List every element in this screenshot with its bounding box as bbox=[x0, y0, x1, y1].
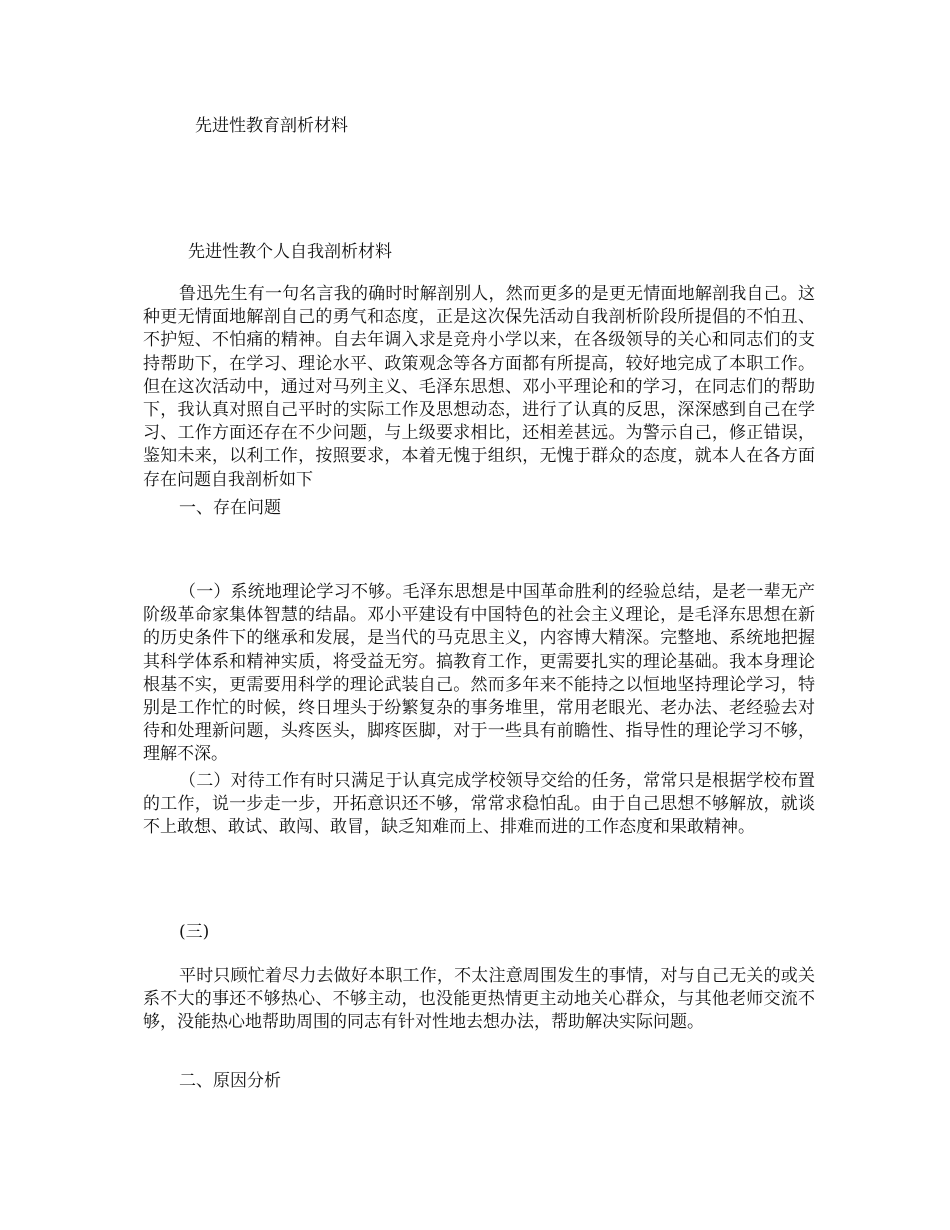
document-subtitle: 先进性教个人自我剖析材料 bbox=[188, 242, 392, 262]
problem-item-1: （一）系统地理论学习不够。毛泽东思想是中国革命胜利的经验总结，是老一辈无产阶级革命家集体智慧的结晶。邓小平建设有中国特色的社会主义理论，是毛泽东思想在新的历史条件下的继承和发展，是当代的马克思主义，内容博大精深。完整地、系统地把握其科学体系和精神实质，将受益无穷。搞教育工作，更需要扎实的理论基础。我本身理论根基不实，更需要用科学的理论武装自己。然而多年来不能持之以恒地坚持理论学习，特别是工作忙的时候，终日埋头于纷繁复杂的事务堆里，常用老眼光、老办法、老经验去对待和处理新问题，头疼医头，脚疼医脚，对于一些具有前瞻性、指导性的理论学习不够，理解不深。 bbox=[143, 582, 815, 765]
problem-item-3-label: (三) bbox=[179, 922, 210, 942]
problem-item-3: 平时只顾忙着尽力去做好本职工作，不太注意周围发生的事情，对与自己无关的或关系不大的事还不够热心、不够主动，也没能更热情更主动地关心群众，与其他老师交流不够，没能热心地帮助周围的同志有针对性地去想办法，帮助解决实际问题。 bbox=[143, 966, 815, 1033]
intro-paragraph: 鲁迅先生有一句名言我的确时时解剖别人，然而更多的是更无情面地解剖我自己。这种更无情面地解剖自己的勇气和态度，正是这次保先活动自我剖析阶段所提倡的不怕丑、不护短、不怕痛的精神。自去年调入求是竞舟小学以来，在各级领导的关心和同志们的支持帮助下，在学习、理论水平、政策观念等各方面都有所提高，较好地完成了本职工作。但在这次活动中，通过对马列主义、毛泽东思想、邓小平理论和的学习，在同志们的帮助下，我认真对照自己平时的实际工作及思想动态，进行了认真的反思，深深感到自己在学习、工作方面还存在不少问题，与上级要求相比，还相差甚远。为警示自己，修正错误，鉴知未来，以利工作，按照要求，本着无愧于组织，无愧于群众的态度，就本人在各方面存在问题自我剖析如下 bbox=[143, 284, 815, 490]
section-heading-causes: 二、原因分析 bbox=[179, 1071, 281, 1091]
document-title: 先进性教育剖析材料 bbox=[195, 116, 348, 136]
section-heading-problems: 一、存在问题 bbox=[179, 498, 281, 518]
problem-item-2: （二）对待工作有时只满足于认真完成学校领导交给的任务，常常只是根据学校布置的工作，说一步走一步，开拓意识还不够，常常求稳怕乱。由于自己思想不够解放，就谈不上敢想、敢试、敢闯、敢冒，缺乏知难而上、排难而进的工作态度和果敢精神。 bbox=[143, 771, 815, 838]
